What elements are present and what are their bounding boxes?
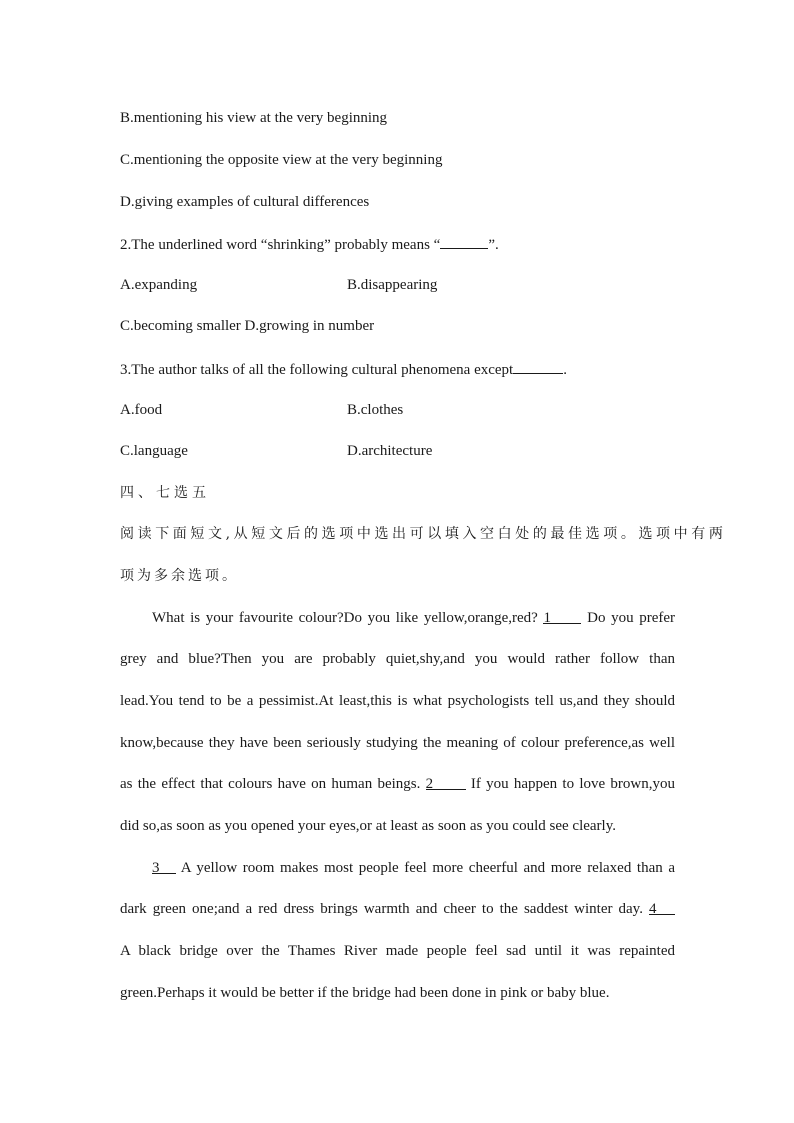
blank-1: 1 xyxy=(543,608,581,624)
passage-line-5: as the effect that colours have on human beings. 2 If you happen to love brown,you xyxy=(120,776,675,792)
q3-options-row-1 xyxy=(120,400,675,420)
passage-line-2: grey and blue?Then you are probably quiet,shy,and you would rather follow than xyxy=(120,651,675,667)
q3-stem-text: 3.The author talks of all the following cultural phenomena except xyxy=(120,362,514,378)
q2-option-a: A.expanding xyxy=(120,277,198,293)
section-instruction-line-2: 项为多余选项。 xyxy=(120,568,239,584)
q2-option-b: B.disappearing xyxy=(347,277,438,293)
q1-option-b: B.mentioning his view at the very beginning xyxy=(120,110,388,126)
q3-option-c: C.language xyxy=(120,443,188,459)
q2-stem-end: ”. xyxy=(488,237,499,253)
q3-option-d: D.architecture xyxy=(347,443,433,459)
passage-line-7: 3 A yellow room makes most people feel more cheerful and more relaxed than a xyxy=(152,860,675,876)
blank-3: 3 xyxy=(152,858,176,874)
q2-stem-text: 2.The underlined word “shrinking” probably means “ xyxy=(120,237,441,253)
passage-line-1: What is your favourite colour?Do you like yellow,orange,red? 1 Do you prefer xyxy=(152,610,675,626)
q2-options-row-1 xyxy=(120,275,675,295)
q3-answer-blank xyxy=(513,358,563,374)
q1-option-c: C.mentioning the opposite view at the very beginning xyxy=(120,152,443,168)
q3-option-a: A.food xyxy=(120,402,163,418)
passage-line-10: green.Perhaps it would be better if the bridge had been done in pink or baby blue. xyxy=(120,985,610,1001)
q3-option-b: B.clothes xyxy=(347,402,404,418)
blank-4: 4 xyxy=(649,899,675,915)
blank-2: 2 xyxy=(426,774,466,790)
q1-option-d: D.giving examples of cultural differences xyxy=(120,194,370,210)
q3-stem-end: . xyxy=(563,362,567,378)
q2-options-row-2: C.becoming smaller D.growing in number xyxy=(120,318,375,334)
section-heading: 四、七选五 xyxy=(120,485,210,501)
passage-line-4: know,because they have been seriously studying the meaning of colour preference,as well xyxy=(120,735,675,751)
passage-line-6: did so,as soon as you opened your eyes,or at least as soon as you could see clearly. xyxy=(120,818,616,834)
q3-stem xyxy=(120,358,675,380)
q2-answer-blank xyxy=(440,233,488,249)
section-instruction-line-1: 阅读下面短文,从短文后的选项中选出可以填入空白处的最佳选项。选项中有两 xyxy=(120,526,727,542)
passage-line-3: lead.You tend to be a pessimist.At least,this is what psychologists tell us,and they should xyxy=(120,693,675,709)
passage-line-9: A black bridge over the Thames River made people feel sad until it was repainted xyxy=(120,943,675,959)
passage-line-8: dark green one;and a red dress brings warmth and cheer to the saddest winter day. 4 xyxy=(120,899,675,919)
q3-options-row-2 xyxy=(120,441,675,461)
q2-stem xyxy=(120,233,675,255)
